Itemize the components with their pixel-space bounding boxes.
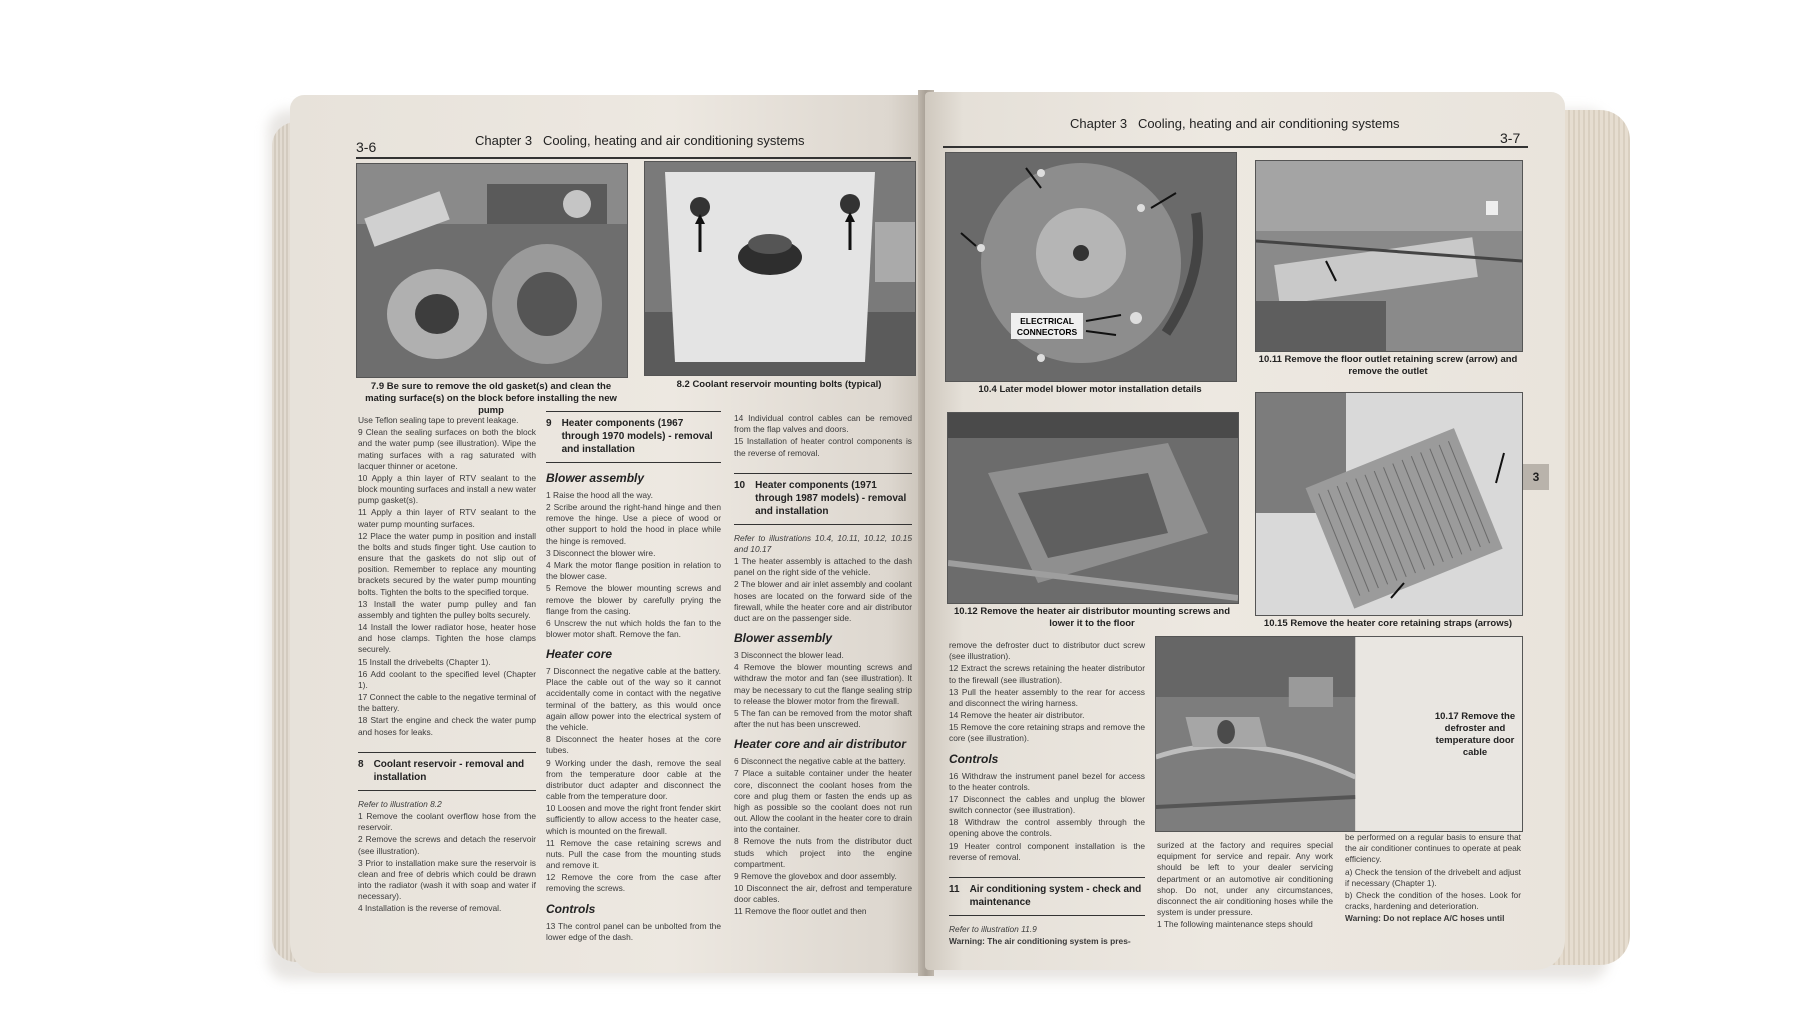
subheading-blower-assembly: Blower assembly [546,471,645,485]
warning-text: Warning: Do not replace A/C hoses until [1345,913,1505,924]
paragraph: 10 Disconnect the air, defrost and temperature door cables. [734,883,912,905]
paragraph: 19 Heater control component installation is the reverse of removal. [949,840,1145,862]
paragraph: 14 Individual control cables can be removed from the flap valves and doors. [734,413,912,435]
paragraph: 4 Remove the blower mounting screws and withdraw the motor and fan (see illustration). It may be necessary to cut the flange sealing strip to release the blower motor from the firewall. [734,662,912,706]
paragraph: 11 Remove the floor outlet and then [734,906,867,917]
section-heading-9 [546,411,721,463]
paragraph: 9 Working under the dash, remove the seal from the temperature door cable at the distributor duct adapter and disconnect the cable from the temperature door. [546,757,721,802]
paragraph: 15 Remove the core retaining straps and remove the core (see illustration). [949,722,1145,744]
paragraph: 1 Raise the hood all the way. [546,489,653,500]
paragraph: a) Check the tension of the drivebelt and adjust if necessary (Chapter 1). [1345,866,1521,888]
subheading-heater-core-distributor: Heater core and air distributor [734,737,907,752]
paragraph: 13 The control panel can be unbolted from the lower edge of the dash. [546,920,721,942]
paragraph: 4 Mark the motor flange position in relation to the blower case. [546,559,721,582]
paragraph: 18 Start the engine and check the water pump and hoses for leaks. [358,715,536,737]
illustration-reference: Refer to illustration 11.9 [949,923,1037,934]
illustration-reference: Refer to illustration 8.2 [358,798,442,809]
paragraph: 17 Disconnect the cables and unplug the blower switch connector (see illustration). [949,793,1145,816]
left-column-1 [358,415,536,916]
subheading-heater-core: Heater core [546,647,613,662]
right-column-1 [949,640,1145,948]
right-page-number: 3-7 [1500,130,1521,146]
section-number: 11 [949,883,960,895]
section-heading-10 [734,473,912,525]
paragraph: 2 Remove the screws and detach the reservoir (see illustration). [358,834,536,856]
paragraph: 9 Remove the glovebox and door assembly. [734,870,897,881]
paragraph: 8 Disconnect the heater hoses at the core tubes. [546,734,721,756]
caption-10-11: 10.11 Remove the floor outlet retaining screw (arrow) and remove the outlet [1258,354,1518,377]
left-running-head [475,133,805,148]
paragraph: surized at the factory and requires special equipment for service and repair. Any work should be left to your dealer servicing department or an automotive air conditioning shop. Do not, under any circumstances, disconnect the air conditioning hoses while the system is under pressure. [1157,840,1333,918]
paragraph: 13 Pull the heater assembly to the rear for access and disconnect the wiring harness. [949,686,1145,708]
section-number: 10 [734,479,746,491]
paragraph: 15 Install the drivebelts (Chapter 1). [358,656,491,667]
paragraph: 3 Prior to installation make sure the reservoir is clean and free of debris which could be drawn into the radiator (wash it with soap and water if necessary). [358,857,536,902]
paragraph: 7 Disconnect the negative cable at the battery. Place the cable out of the way so it cannot accidentally come in contact with the negative terminal of the battery, as this would once again allow power into the electrical system of the vehicle. [546,666,721,732]
paragraph: 15 Installation of heater control components is the reverse of removal. [734,436,912,458]
caption-10-15: 10.15 Remove the heater core retaining straps (arrows) [1263,618,1513,629]
paragraph: 12 Extract the screws retaining the heater distributor to the firewall (see illustration). [949,663,1145,685]
photo-floor-outlet [1255,160,1523,352]
paragraph: b) Check the condition of the hoses. Look for cracks, hardening and deterioration. [1345,889,1521,912]
section-heading-11 [949,877,1145,916]
left-header-rule [356,157,911,159]
paragraph: 5 Remove the blower mounting screws and remove the blower by carefully prying the flange from the casing. [546,583,721,616]
paragraph: 12 Place the water pump in position and install the bolts and studs finger tight. Use caution to ensure that the gaskets do not slip out of position. Remember to replace any mounting brackets secured by the water pump mounting bolts. Tighten the bolts to the specified torque. [358,530,536,597]
paragraph: 10 Apply a thin layer of RTV sealant to the block mounting surfaces and install a new water pump gasket(s). [358,472,536,506]
photo-air-distributor [947,412,1239,604]
caption-8-2: 8.2 Coolant reservoir mounting bolts (typical) [676,379,882,390]
caption-10-12: 10.12 Remove the heater air distributor mounting screws and lower it to the floor [953,606,1231,629]
paragraph: Use Teflon sealing tape to prevent leakage. [358,415,519,425]
section-number: 8 [358,758,364,770]
paragraph: 8 Remove the nuts from the distributor duct studs which project into the engine compartment. [734,836,912,869]
paragraph: 2 The blower and air inlet assembly and coolant hoses are located on the forward side of the firewall, while the heater core and air distributor duct are on the passenger side. [734,579,912,623]
left-page [290,95,927,973]
caption-7-9: 7.9 Be sure to remove the old gasket(s) and clean the mating surface(s) on the block before installing the new pump [365,381,617,416]
paragraph: 4 Installation is the reverse of removal. [358,903,502,914]
paragraph: 11 Apply a thin layer of RTV sealant to the water pump mounting surfaces. [358,507,536,529]
paragraph: 3 Disconnect the blower lead. [734,650,844,661]
paragraph: 16 Withdraw the instrument panel bezel for access to the heater controls. [949,770,1145,792]
section-title: Coolant reservoir - removal and installation [373,758,525,783]
warning-text: Warning: The air conditioning system is pres- [949,936,1131,947]
paragraph: 9 Clean the sealing surfaces on both the block and the water pump (see illustration). Wipe the mating surfaces with a rag saturated with lacquer thinner or acetone. [358,427,536,471]
paragraph: 16 Add coolant to the specified level (Chapter 1). [358,668,536,690]
paragraph: 17 Connect the cable to the negative terminal of the battery. [358,692,536,714]
right-chapter: Chapter 3 [1070,116,1128,131]
photo-defroster-cable [1155,636,1523,832]
photo-blower-motor [945,152,1237,382]
paragraph: 1 The heater assembly is attached to the dash panel on the right side of the vehicle. [734,556,912,578]
right-chapter-title: Cooling, heating and air conditioning systems [1137,116,1400,131]
subheading-controls-2: Controls [949,751,999,766]
subheading-controls: Controls [546,901,596,916]
paragraph: 14 Install the lower radiator hose, heater hose and hose clamps. Tighten the hose clamps securely. [358,622,536,655]
left-column-2 [546,403,721,944]
left-chapter-title: Cooling, heating and air conditioning systems [542,133,805,148]
paragraph: 10 Loosen and move the right front fender skirt sufficiently to allow access to the heater case, which is mounted on the firewall. [546,803,721,836]
label-electrical-connectors: ELECTRICAL [1020,316,1074,326]
section-title: Heater components (1971 through 1987 models) - removal and installation [755,479,907,517]
section-title: Heater components (1967 through 1970 models) - removal and installation [561,418,713,455]
illustration-reference: Refer to illustrations 10.4, 10.11, 10.12, 10.15 and 10.17 [734,532,912,554]
paragraph: 6 Unscrew the nut which holds the fan to the blower motor shaft. Remove the fan. [546,617,721,640]
label-electrical-connectors-2: CONNECTORS [1016,327,1078,337]
chapter-thumb-tab: 3 [1523,464,1549,490]
left-chapter: Chapter 3 [475,133,533,148]
right-running-head [1070,116,1400,131]
paragraph: 7 Place a suitable container under the heater core, disconnect the coolant hoses from the core and plug them or fasten the ends up as high as possible so the coolant does not run out. Allow the coolant in the heater core to drain into the container. [734,768,912,835]
subheading-blower-assembly-2: Blower assembly [734,631,833,646]
paragraph: 1 The following maintenance steps should [1157,919,1313,930]
paragraph: 18 Withdraw the control assembly through the opening above the controls. [949,817,1145,839]
right-header-rule [943,146,1528,148]
section-heading-8 [358,752,536,791]
photo-coolant-reservoir [644,161,916,376]
right-column-3 [1345,832,1521,925]
section-title: Air conditioning system - check and maintenance [969,883,1142,908]
paragraph: 5 The fan can be removed from the motor shaft after the nut has been unscrewed. [734,707,912,730]
left-page-number: 3-6 [356,139,377,155]
paragraph: 13 Install the water pump pulley and fan assembly and tighten the pulley bolts securely. [358,598,536,620]
paragraph: 14 Remove the heater air distributor. [949,710,1085,721]
paragraph: 6 Disconnect the negative cable at the battery. [734,756,906,767]
paragraph: remove the defroster duct to distributor duct screw (see illustration). [949,640,1145,662]
paragraph: 3 Disconnect the blower wire. [546,547,656,558]
right-page [925,92,1565,970]
caption-10-4: 10.4 Later model blower motor installation details [978,384,1202,395]
section-number: 9 [546,418,552,429]
caption-10-17: 10.17 Remove the defroster and temperature door cable [1434,711,1516,758]
paragraph: 2 Scribe around the right-hand hinge and then remove the hinge. Use a piece of wood or other support to hold the hood in place while the hinge is removed. [546,502,721,546]
paragraph: 12 Remove the core from the case after removing the screws. [546,872,721,894]
paragraph: 11 Remove the case retaining screws and nuts. Pull the case from the mounting studs and remove it. [546,837,721,871]
paragraph: 1 Remove the coolant overflow hose from the reservoir. [358,810,536,833]
photo-water-pump [356,163,628,378]
right-column-2 [1157,840,1333,931]
left-column-3 [734,413,912,919]
photo-heater-core [1255,392,1523,616]
paragraph: be performed on a regular basis to ensure that the air conditioner continues to operate at peak efficiency. [1345,832,1521,865]
